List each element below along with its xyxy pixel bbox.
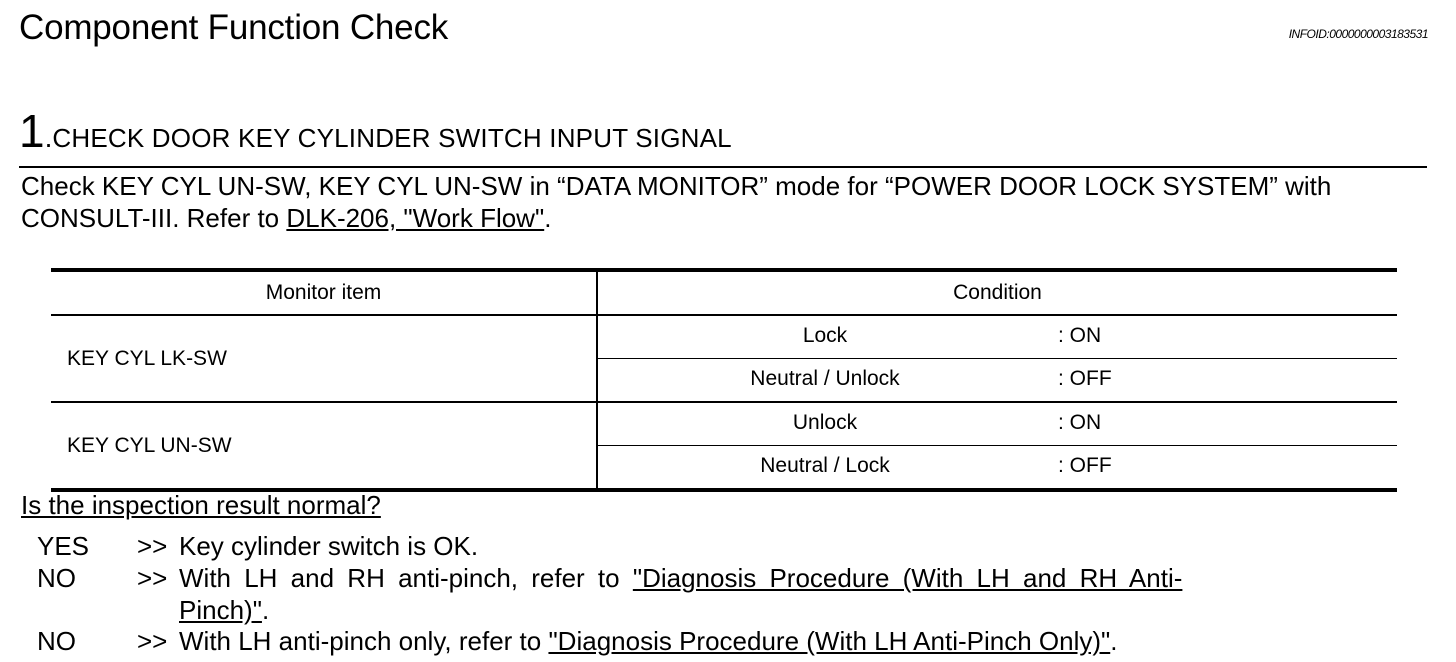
condition-label: Unlock (792, 411, 858, 434)
condition-cell (597, 402, 1397, 446)
answer-arrow: >> (137, 531, 168, 561)
diagnosis-procedure-lh-link[interactable]: "Diagnosis Procedure (With LH Anti-Pinch Only)" (548, 626, 1111, 656)
monitor-item-cell: KEY CYL LK-SW (51, 315, 597, 402)
answer-punct: . (261, 595, 270, 625)
condition-label: Lock (802, 324, 848, 347)
table-row (51, 402, 1397, 446)
step-dot: . (44, 122, 53, 153)
inspection-question: Is the inspection result normal? (21, 490, 381, 520)
step-title: CHECK DOOR KEY CYLINDER SWITCH INPUT SIGNAL (52, 123, 732, 153)
answer-key: YES (37, 531, 90, 561)
diagnosis-procedure-lh-rh-link-cont[interactable]: Pinch)" (179, 595, 262, 625)
answer-arrow: >> (137, 626, 168, 656)
step-number: 1 (19, 105, 45, 157)
page-title: Component Function Check (19, 8, 449, 47)
condition-label: Neutral / Unlock (750, 367, 900, 390)
answer-text-body: With LH and RH anti-pinch, refer to (179, 563, 633, 593)
condition-cell (597, 315, 1397, 359)
monitor-table (51, 268, 1397, 492)
step-divider (19, 166, 1427, 168)
answer-arrow: >> (137, 563, 168, 593)
answer-text (179, 563, 1182, 594)
work-flow-link[interactable]: DLK-206, "Work Flow" (286, 203, 545, 233)
condition-label: Neutral / Lock (760, 454, 890, 477)
condition-value: : ON (1058, 324, 1102, 347)
diagnosis-procedure-lh-rh-link[interactable]: "Diagnosis Procedure (With LH and RH Anti- (632, 563, 1183, 593)
step-heading (19, 104, 732, 158)
answer-key: NO (37, 626, 76, 656)
table-row (51, 315, 1397, 359)
instruction-end: . (544, 203, 552, 233)
condition-value: : OFF (1058, 367, 1112, 390)
instruction-text (21, 170, 1431, 234)
answer-text (179, 626, 1117, 657)
condition-cell (597, 446, 1397, 491)
condition-value: : ON (1058, 411, 1102, 434)
table-header-row (51, 270, 1397, 315)
header-condition: Condition (953, 281, 1042, 304)
info-id: INFOID:0000000003183531 (1288, 27, 1428, 41)
answer-punct: . (1110, 626, 1118, 656)
answer-text-cont (179, 595, 269, 626)
condition-value: : OFF (1058, 454, 1112, 477)
monitor-item-cell: KEY CYL UN-SW (51, 402, 597, 490)
instruction-body: Check KEY CYL UN-SW, KEY CYL UN-SW in “DATA MONITOR” mode for “POWER DOOR LOCK SYSTEM” with CONSULT-III. Refer to (21, 171, 1332, 233)
header-monitor-item: Monitor item (51, 270, 597, 315)
answer-text: Key cylinder switch is OK. (179, 531, 479, 561)
condition-cell (597, 359, 1397, 403)
answer-text-body: With LH anti-pinch only, refer to (179, 626, 549, 656)
answer-key: NO (37, 563, 76, 593)
